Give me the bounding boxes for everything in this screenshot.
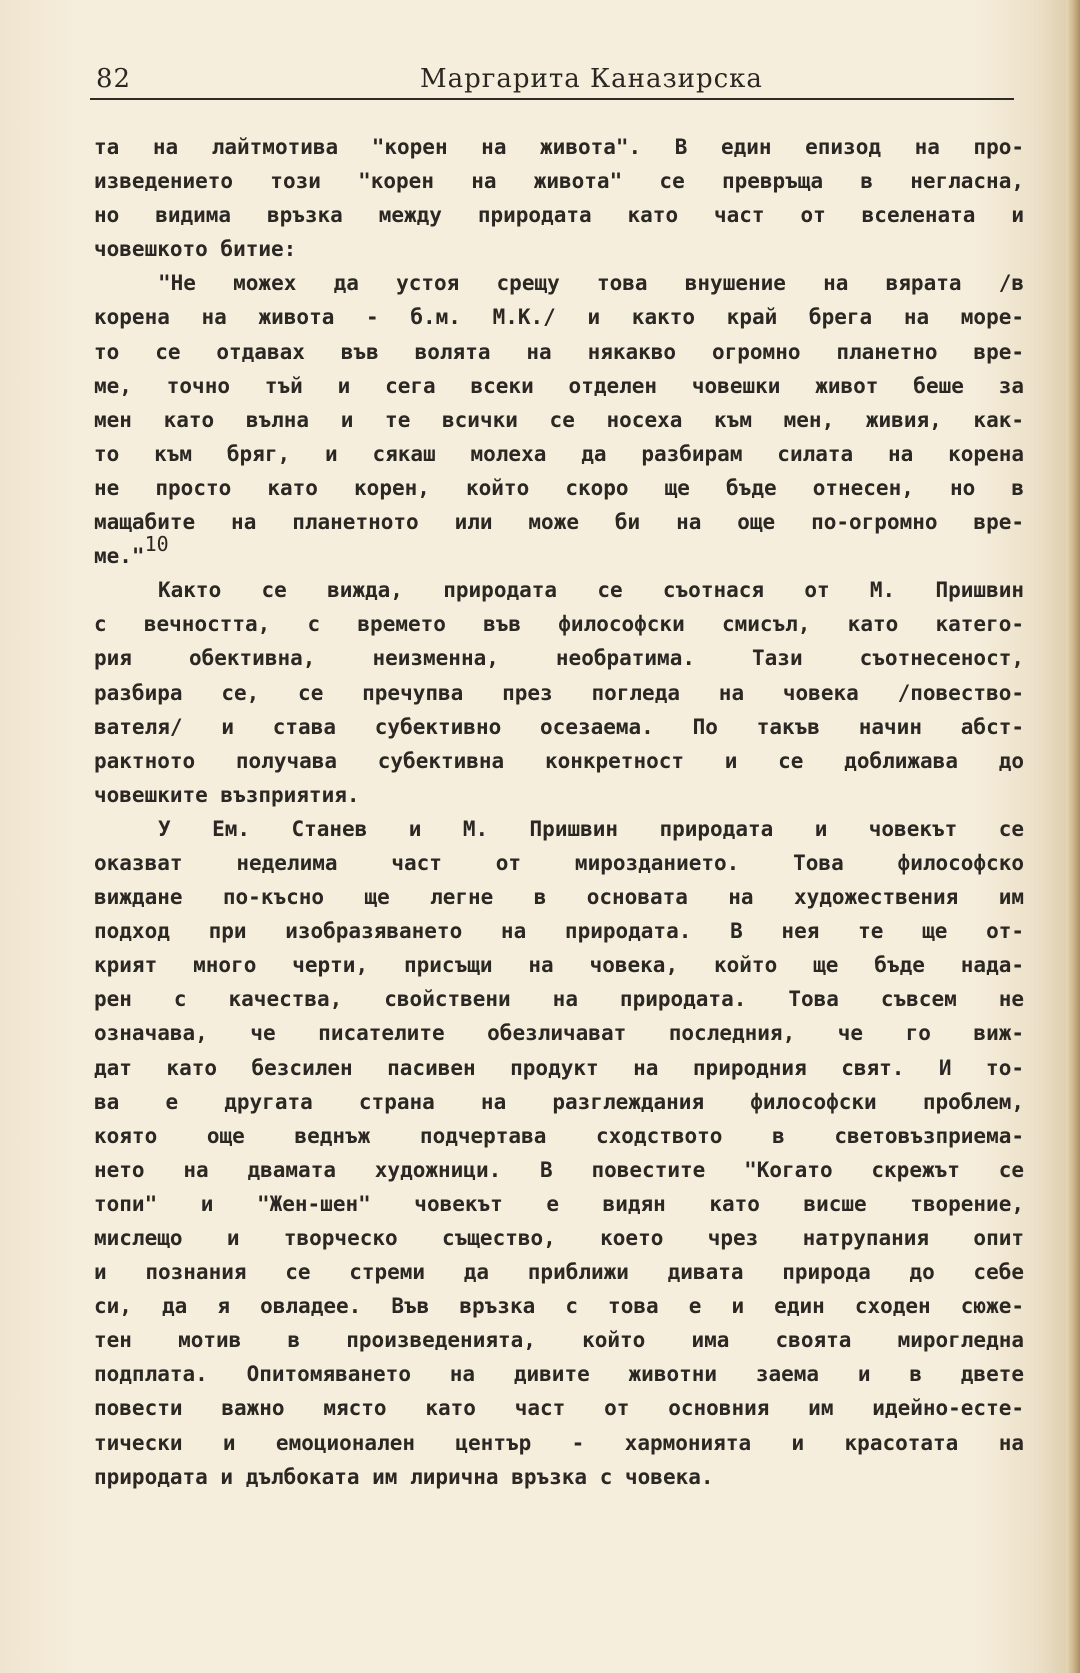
text-line: нето на двамата художници. В повестите "Когато скрежът се bbox=[94, 1157, 1024, 1182]
text-line: не просто като корен, който скоро ще бъде отнесен, но в bbox=[94, 475, 1024, 500]
text-line: тен мотив в произведенията, който има своята мирогледна bbox=[94, 1328, 1024, 1353]
quote-end-line bbox=[94, 532, 1024, 573]
page-number: 82 bbox=[96, 64, 132, 94]
text-line: крият много черти, присъщи на човека, който ще бъде нада- bbox=[94, 953, 1024, 978]
text-line: топи" и "Жен-шен" човекът е видян като висше творение, bbox=[94, 1191, 1024, 1216]
text-line: то се отдавах във волята на някакво огромно планетно вре- bbox=[94, 339, 1024, 364]
text-line: та на лайтмотива "корен на живота". В един епизод на про- bbox=[94, 135, 1024, 159]
page-binding-edge bbox=[1066, 0, 1080, 1673]
text-line: ва е другата страна на разглеждания философски проблем, bbox=[94, 1089, 1024, 1114]
text-line: но видима връзка между природата като част от вселената и bbox=[94, 203, 1024, 228]
text-line: човешкото битие: bbox=[94, 237, 297, 262]
text-line: означава, че писателите обезличават последния, че го виж- bbox=[94, 1021, 1024, 1046]
text-line: изведението този "корен на живота" се превръща в негласна, bbox=[94, 169, 1024, 194]
header-rule bbox=[90, 98, 1014, 100]
paragraph-start-line: Както се вижда, природата се съотнася от М. Пришвин bbox=[158, 578, 1024, 603]
text-line: рен с качества, свойствени на природата. Това съвсем не bbox=[94, 987, 1024, 1012]
text-line: повести важно място като част от основния им идейно-есте- bbox=[94, 1396, 1024, 1421]
text-line: то към бряг, и сякаш молеха да разбирам силата на корена bbox=[94, 441, 1024, 466]
paragraph-start-line: У Ем. Станев и М. Пришвин природата и човекът се bbox=[158, 816, 1024, 841]
page-header bbox=[90, 62, 1014, 100]
text-line: мащабите на планетното или може би на още по-огромно вре- bbox=[94, 510, 1024, 535]
text-line: природата и дълбоката им лирична връзка с човека. bbox=[94, 1464, 714, 1489]
text-line: разбира се, се пречупва през погледа на човека /повество- bbox=[94, 680, 1024, 705]
text-line: дат като безсилен пасивен продукт на природния свят. И то- bbox=[94, 1055, 1024, 1080]
running-title: Маргарита Каназирска bbox=[420, 64, 763, 94]
text-line: мен като вълна и те всички се носеха към мен, живия, как- bbox=[94, 407, 1024, 432]
text-line: която още веднъж подчертава сходството в световъзприема- bbox=[94, 1123, 1024, 1148]
text-line: рия обективна, неизменна, необратима. Тази съотнесеност, bbox=[94, 646, 1024, 671]
text-line: ме, точно тъй и сега всеки отделен човешки живот беше за bbox=[94, 373, 1024, 398]
body-text bbox=[94, 130, 1024, 1494]
text-line: вателя/ и става субективно осезаема. По такъв начин абст- bbox=[94, 714, 1024, 739]
text-line: тически и емоционален център - хармонията и красотата на bbox=[94, 1430, 1024, 1455]
text-line: с вечността, с времето във философски смисъл, като катего- bbox=[94, 612, 1024, 637]
text-line: подход при изобразяването на природата. В нея те ще от- bbox=[94, 919, 1024, 944]
text-line: човешките възприятия. bbox=[94, 782, 360, 807]
footnote-ref[interactable]: 10 bbox=[144, 532, 169, 557]
text-line: оказват неделима част от мирозданието. Това философско bbox=[94, 850, 1024, 875]
text-line: корена на живота - б.м. М.К./ и както край брега на море- bbox=[94, 305, 1024, 330]
text-line: и познания се стреми да приближи дивата природа до себе bbox=[94, 1260, 1024, 1285]
text-line: мислещо и творческо същество, което чрез натрупания опит bbox=[94, 1226, 1024, 1250]
text-line: виждане по-късно ще легне в основата на художествения им bbox=[94, 885, 1024, 910]
quote-end-text: ме." bbox=[94, 544, 145, 569]
text-line: рактното получава субективна конкретност и се доближава до bbox=[94, 748, 1024, 773]
quote-start-line: "Не можех да устоя срещу това внушение на вярата /в bbox=[158, 271, 1024, 296]
text-line: подплата. Опитомяването на дивите животни заема и в двете bbox=[94, 1362, 1024, 1387]
text-line: си, да я овладее. Във връзка с това е и един сходен сюже- bbox=[94, 1294, 1024, 1319]
